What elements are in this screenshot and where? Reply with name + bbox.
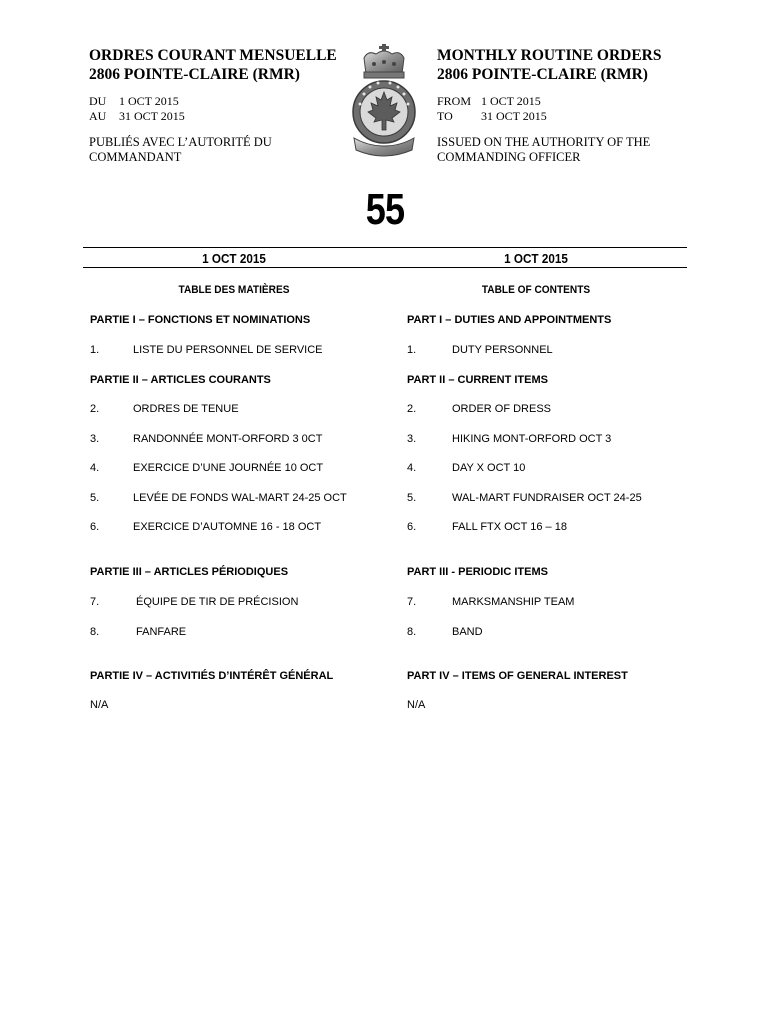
part-1-heading-en: PART I – DUTIES AND APPOINTMENTS: [407, 314, 612, 326]
part-4-heading-fr: PARTIE IV – ACTIVITIÉS D’INTÉRÊT GÉNÉRAL: [90, 670, 334, 682]
item-text: WAL-MART FUNDRAISER OCT 24-25: [452, 492, 642, 504]
item-number: 1.: [90, 344, 100, 356]
item-text: LEVÉE DE FONDS WAL-MART 24-25 OCT: [133, 492, 347, 504]
item-text: EXERCICE D’AUTOMNE 16 - 18 OCT: [133, 521, 322, 533]
title-line: ORDRES COURANT MENSUELLE: [89, 47, 337, 64]
part-3-heading-en: PART III - PERIODIC ITEMS: [407, 566, 548, 578]
authority-line: PUBLIÉS AVEC L’AUTORITÉ DU: [89, 135, 272, 149]
title-line: 2806 POINTE-CLAIRE (RMR): [437, 66, 648, 83]
item-text: RANDONNÉE MONT-ORFORD 3 0CT: [133, 433, 323, 445]
item-text: FALL FTX OCT 16 – 18: [452, 521, 567, 533]
item-number: 6.: [90, 521, 100, 533]
to-label: AU: [89, 108, 107, 123]
item-number: 4.: [407, 462, 417, 474]
from-label: FROM: [437, 94, 472, 108]
item-number: 2.: [407, 403, 417, 415]
header-title-fr: [89, 46, 359, 84]
title-line: 2806 POINTE-CLAIRE (RMR): [89, 66, 300, 83]
part-4-value-fr: N/A: [90, 699, 109, 711]
item-text: MARKSMANSHIP TEAM: [452, 596, 575, 608]
item-text: EXERCICE D’UNE JOURNÉE 10 OCT: [133, 462, 324, 474]
authority-fr: [89, 135, 359, 165]
order-number: 55: [365, 185, 405, 234]
from-label: DU: [89, 94, 107, 108]
item-number: 5.: [90, 492, 100, 504]
to-date: 31 OCT 2015: [481, 108, 547, 123]
title-line: MONTHLY ROUTINE ORDERS: [437, 47, 662, 64]
item-number: 3.: [90, 433, 100, 445]
date-range-fr: [89, 94, 359, 123]
item-number: 7.: [90, 596, 100, 608]
toc-title-fr: TABLE DES MATIÈRES: [178, 284, 290, 296]
authority-en: [437, 135, 707, 165]
item-text: FANFARE: [136, 626, 187, 638]
header-title-en: [437, 46, 707, 84]
item-text: BAND: [452, 626, 483, 638]
regimental-crest-icon: [348, 42, 420, 160]
item-number: 8.: [407, 626, 417, 638]
item-number: 3.: [407, 433, 417, 445]
part-2-heading-fr: PARTIE II – ARTICLES COURANTS: [90, 374, 271, 386]
part-4-heading-en: PART IV – ITEMS OF GENERAL INTEREST: [407, 670, 628, 682]
divider-bottom: [83, 267, 687, 268]
item-number: 1.: [407, 344, 417, 356]
part-4-value-en: N/A: [407, 699, 426, 711]
date-range-en: [437, 94, 707, 123]
item-number: 6.: [407, 521, 417, 533]
header-right: [437, 46, 707, 165]
item-number: 4.: [90, 462, 100, 474]
item-text: ORDRES DE TENUE: [133, 403, 239, 415]
item-number: 5.: [407, 492, 417, 504]
from-date: 1 OCT 2015: [481, 94, 541, 108]
authority-line: COMMANDING OFFICER: [437, 150, 581, 164]
item-number: 7.: [407, 596, 417, 608]
authority-line: ISSUED ON THE AUTHORITY OF THE: [437, 135, 651, 149]
date-left: 1 OCT 2015: [202, 251, 266, 266]
to-date: 31 OCT 2015: [119, 108, 185, 123]
authority-line: COMMANDANT: [89, 150, 182, 164]
item-number: 2.: [90, 403, 100, 415]
item-text: HIKING MONT-ORFORD OCT 3: [452, 433, 612, 445]
part-3-heading-fr: PARTIE III – ARTICLES PÉRIODIQUES: [90, 566, 289, 578]
part-1-heading-fr: PARTIE I – FONCTIONS ET NOMINATIONS: [90, 314, 311, 326]
item-text: DAY X OCT 10: [452, 462, 526, 474]
item-number: 8.: [90, 626, 100, 638]
item-text: ORDER OF DRESS: [452, 403, 552, 415]
item-text: ÉQUIPE DE TIR DE PRÉCISION: [136, 596, 299, 608]
header-left: [89, 46, 359, 165]
toc-title-en: TABLE OF CONTENTS: [481, 284, 591, 296]
item-text: LISTE DU PERSONNEL DE SERVICE: [133, 344, 323, 356]
date-right: 1 OCT 2015: [504, 251, 568, 266]
item-text: DUTY PERSONNEL: [452, 344, 553, 356]
to-label: TO: [437, 108, 453, 123]
divider-top: [83, 247, 687, 248]
part-2-heading-en: PART II – CURRENT ITEMS: [407, 374, 548, 386]
from-date: 1 OCT 2015: [119, 94, 179, 108]
